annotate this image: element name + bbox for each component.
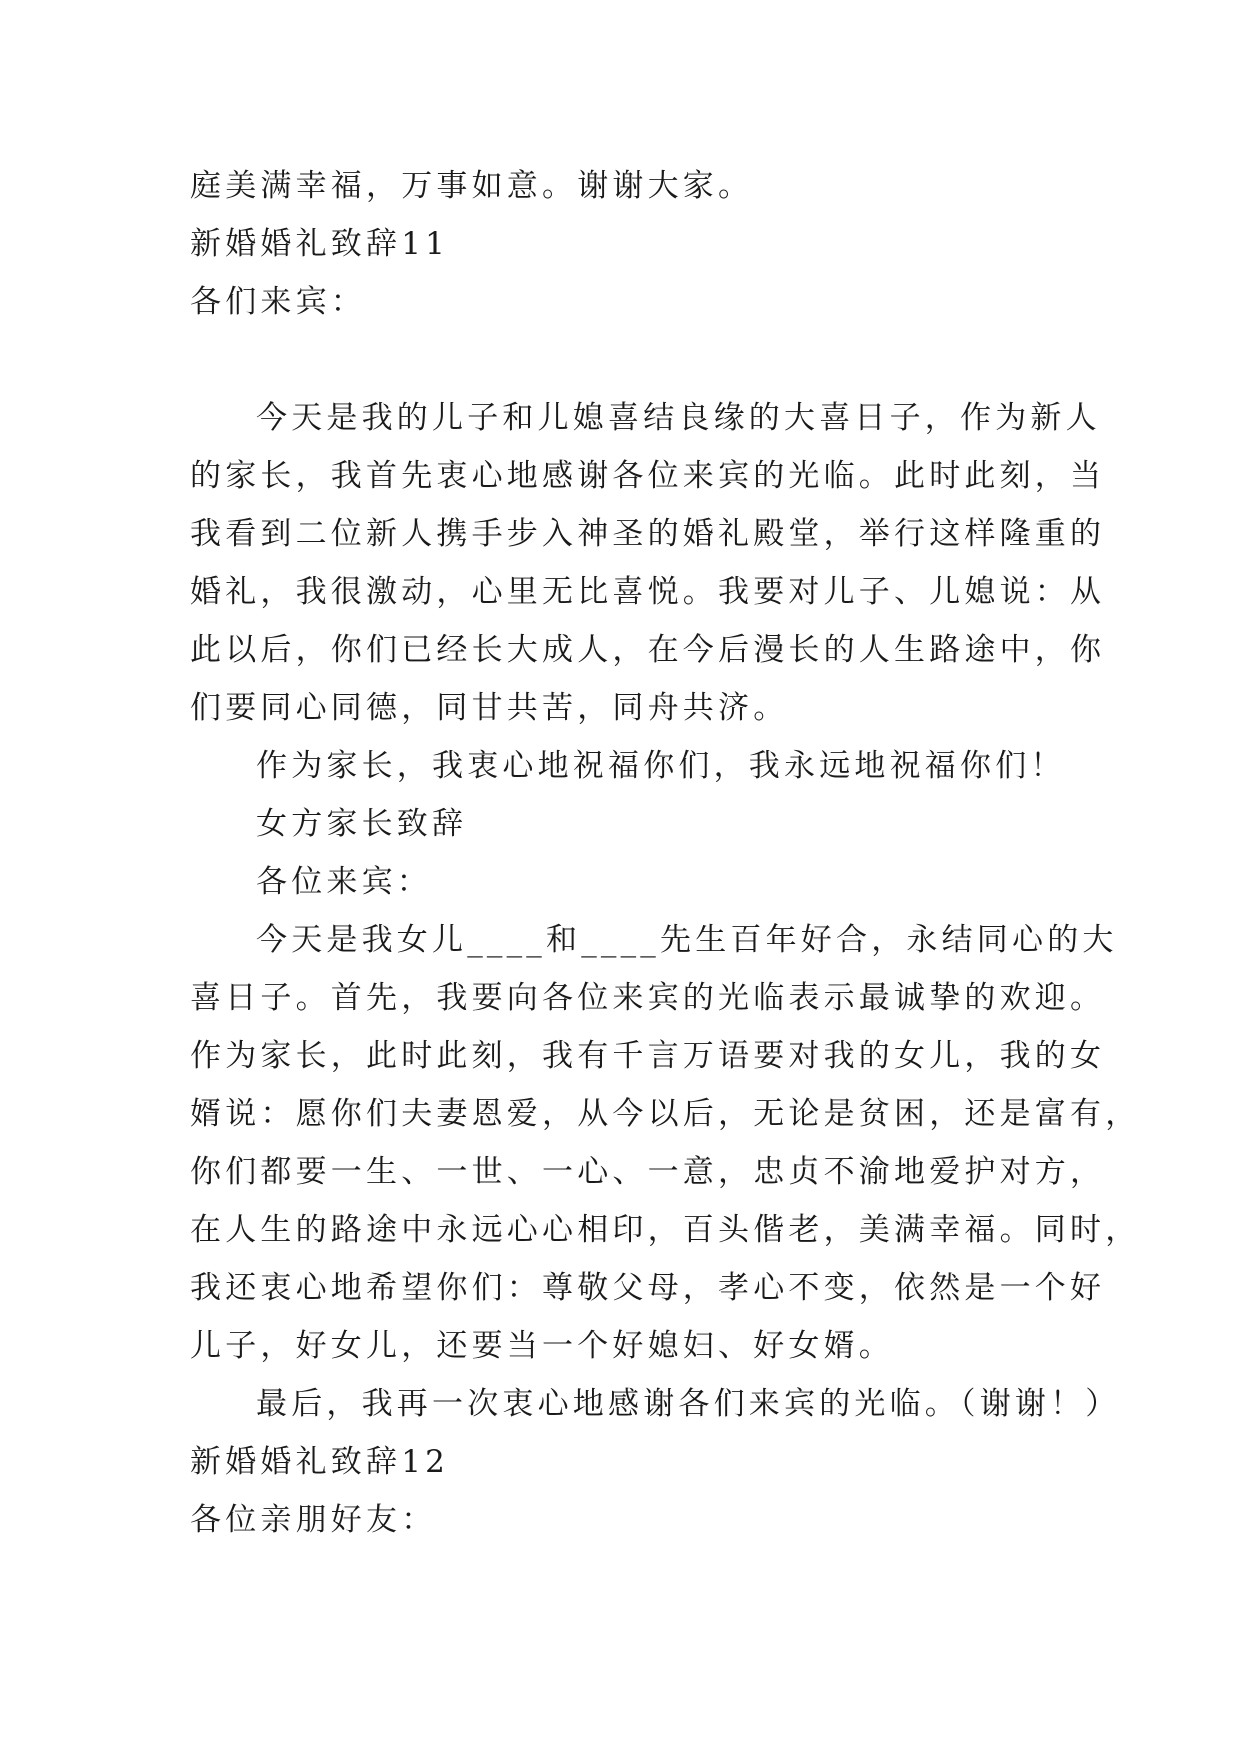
salutation: 各位亲朋好友： xyxy=(190,1502,437,1538)
text-line: 今天是我的儿子和儿媳喜结良缘的大喜日子，作为新人 xyxy=(256,400,1101,436)
text-line: 我看到二位新人携手步入神圣的婚礼殿堂，举行这样隆重的 xyxy=(190,516,1106,552)
subheading: 女方家长致辞 xyxy=(256,806,468,842)
text-line: 们要同心同德，同甘共苦，同舟共济。 xyxy=(190,690,789,726)
text-line: 作为家长，我衷心地祝福你们，我永远地祝福你们！ xyxy=(256,748,1066,784)
salutation: 各们来宾： xyxy=(190,284,366,320)
text-line: 作为家长，此时此刻，我有千言万语要对我的女儿，我的女 xyxy=(190,1038,1106,1074)
section-heading: 新婚婚礼致辞12 xyxy=(190,1444,450,1480)
text-line: 我还衷心地希望你们：尊敬父母，孝心不变，依然是一个好 xyxy=(190,1270,1106,1306)
text-line: 婚礼，我很激动，心里无比喜悦。我要对儿子、儿媳说：从 xyxy=(190,574,1106,610)
text-line: 的家长，我首先衷心地感谢各位来宾的光临。此时此刻，当 xyxy=(190,458,1106,494)
section-heading: 新婚婚礼致辞11 xyxy=(190,226,450,262)
text-line: 此以后，你们已经长大成人，在今后漫长的人生路途中，你 xyxy=(190,632,1106,668)
text-line: 儿子，好女儿，还要当一个好媳妇、好女婿。 xyxy=(190,1328,894,1364)
text-line: 在人生的路途中永远心心相印，百头偕老，美满幸福。同时， xyxy=(190,1212,1141,1248)
salutation: 各位来宾： xyxy=(256,864,432,900)
text-line: 最后，我再一次衷心地感谢各们来宾的光临。（谢谢！） xyxy=(256,1386,1121,1422)
text-line: 庭美满幸福，万事如意。谢谢大家。 xyxy=(190,168,754,204)
text-line: 你们都要一生、一世、一心、一意，忠贞不渝地爱护对方， xyxy=(190,1154,1106,1190)
text-line: 今天是我女儿____和____先生百年好合，永结同心的大 xyxy=(256,922,1118,958)
text-line: 喜日子。首先，我要向各位来宾的光临表示最诚挚的欢迎。 xyxy=(190,980,1106,1016)
text-line: 婿说：愿你们夫妻恩爱，从今以后，无论是贫困，还是富有， xyxy=(190,1096,1141,1132)
